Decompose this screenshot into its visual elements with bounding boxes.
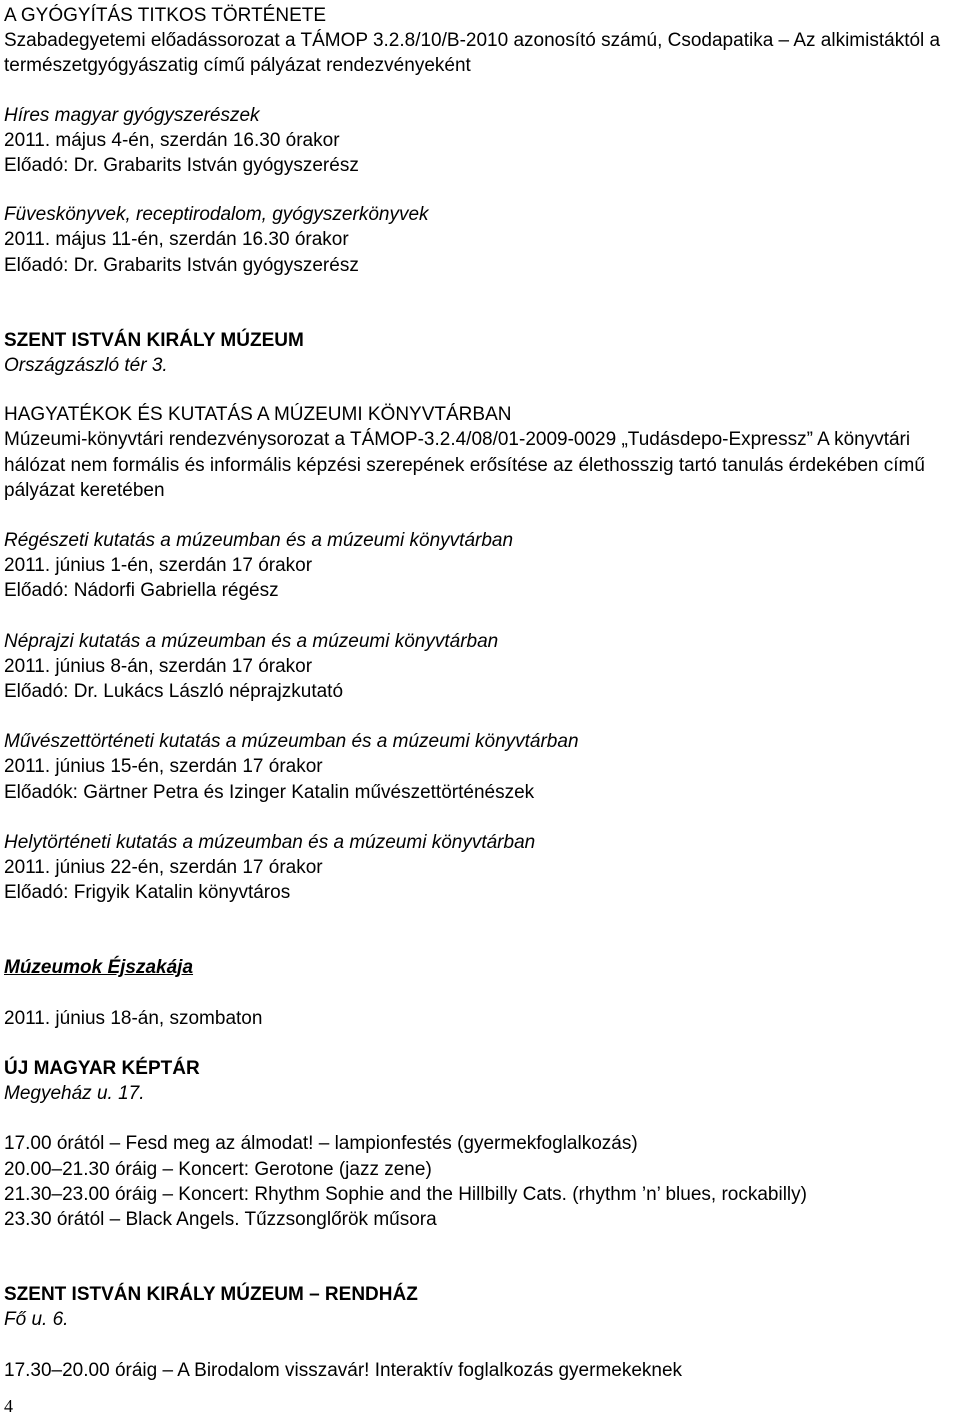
series-description: Múzeumi-könyvtári rendezvénysorozat a TÁMOP-3.2.4/08/01-2009-0029 „Tudásdepo-Expressz” A könyvtári hálózat nem formális és informális képzési szerepének erősítése az élethosszig tartó tanulás érdekében című pályázat keretében xyxy=(4,429,925,501)
lecture-title: Füveskönyvek, receptirodalom, gyógyszerkönyvek xyxy=(4,204,429,226)
lecture-block xyxy=(4,103,956,179)
venue-address: Fő u. 6. xyxy=(4,1309,69,1331)
lecture-title: Helytörténeti kutatás a múzeumban és a múzeumi könyvtárban xyxy=(4,831,536,853)
doc-subtitle: Szabadegyetemi előadássorozat a TÁMOP 3.2.8/10/B-2010 azonosító számú, Csodapatika – Az alkimistáktól a természetgyógyászatig című pályázat rendezvényeként xyxy=(4,30,941,77)
schedule-item: 17.30–20.00 óráig – A Birodalom visszavár! Interaktív foglalkozás gyermekeknek xyxy=(4,1359,683,1381)
lecture-block xyxy=(4,830,956,906)
event-date: 2011. június 18-án, szombaton xyxy=(4,1007,263,1029)
lecture-speaker: Előadók: Gärtner Petra és Izinger Katalin művészettörténészek xyxy=(4,781,535,803)
lecture-speaker: Előadó: Dr. Lukács László néprajzkutató xyxy=(4,681,344,703)
series-title: HAGYATÉKOK ÉS KUTATÁS A MÚZEUMI KÖNYVTÁRBAN xyxy=(4,404,512,426)
lecture-title: Régészeti kutatás a múzeumban és a múzeumi könyvtárban xyxy=(4,530,514,552)
lecture-date: 2011. június 1-én, szerdán 17 órakor xyxy=(4,555,313,577)
lecture-speaker: Előadó: Nádorfi Gabriella régész xyxy=(4,580,279,602)
schedule-item: 20.00–21.30 óráig – Koncert: Gerotone (jazz zene) xyxy=(4,1158,432,1180)
lecture-speaker: Előadó: Dr. Grabarits István gyógyszerész xyxy=(4,254,359,276)
venue-name: SZENT ISTVÁN KIRÁLY MÚZEUM – RENDHÁZ xyxy=(4,1284,418,1306)
lecture-block xyxy=(4,202,956,278)
lecture-date: 2011. június 22-én, szerdán 17 órakor xyxy=(4,857,323,879)
lecture-title: Híres magyar gyógyszerészek xyxy=(4,104,260,126)
page-number: 4 xyxy=(4,1396,13,1416)
lecture-date: 2011. június 8-án, szerdán 17 órakor xyxy=(4,655,313,677)
lecture-block xyxy=(4,528,956,604)
schedule-list xyxy=(4,1358,956,1383)
lecture-title: Néprajzi kutatás a múzeumban és a múzeumi könyvtárban xyxy=(4,630,499,652)
lecture-block xyxy=(4,729,956,805)
document-body xyxy=(4,3,956,1383)
venue-name: ÚJ MAGYAR KÉPTÁR xyxy=(4,1057,200,1079)
lecture-block xyxy=(4,629,956,705)
schedule-item: 17.00 órától – Fesd meg az álmodat! – lampionfestés (gyermekfoglalkozás) xyxy=(4,1133,638,1155)
lecture-title: Művészettörténeti kutatás a múzeumban és a múzeumi könyvtárban xyxy=(4,731,579,753)
schedule-item: 23.30 órától – Black Angels. Tűzzsonglőrök műsora xyxy=(4,1208,437,1230)
lecture-date: 2011. június 15-én, szerdán 17 órakor xyxy=(4,756,323,778)
lecture-date: 2011. május 4-én, szerdán 16.30 órakor xyxy=(4,129,340,151)
venue-address: Megyeház u. 17. xyxy=(4,1083,145,1105)
venue-address: Országzászló tér 3. xyxy=(4,355,168,377)
schedule-list xyxy=(4,1131,956,1232)
doc-title: A GYÓGYÍTÁS TITKOS TÖRTÉNETE xyxy=(4,5,327,26)
venue-name: SZENT ISTVÁN KIRÁLY MÚZEUM xyxy=(4,329,304,351)
lecture-date: 2011. május 11-én, szerdán 16.30 órakor xyxy=(4,229,349,251)
lecture-speaker: Előadó: Dr. Grabarits István gyógyszerész xyxy=(4,155,359,177)
event-title: Múzeumok Éjszakája xyxy=(4,957,194,979)
lecture-speaker: Előadó: Frigyik Katalin könyvtáros xyxy=(4,882,291,904)
schedule-item: 21.30–23.00 óráig – Koncert: Rhythm Sophie and the Hillbilly Cats. (rhythm ’n’ blues, rockabilly) xyxy=(4,1183,807,1205)
